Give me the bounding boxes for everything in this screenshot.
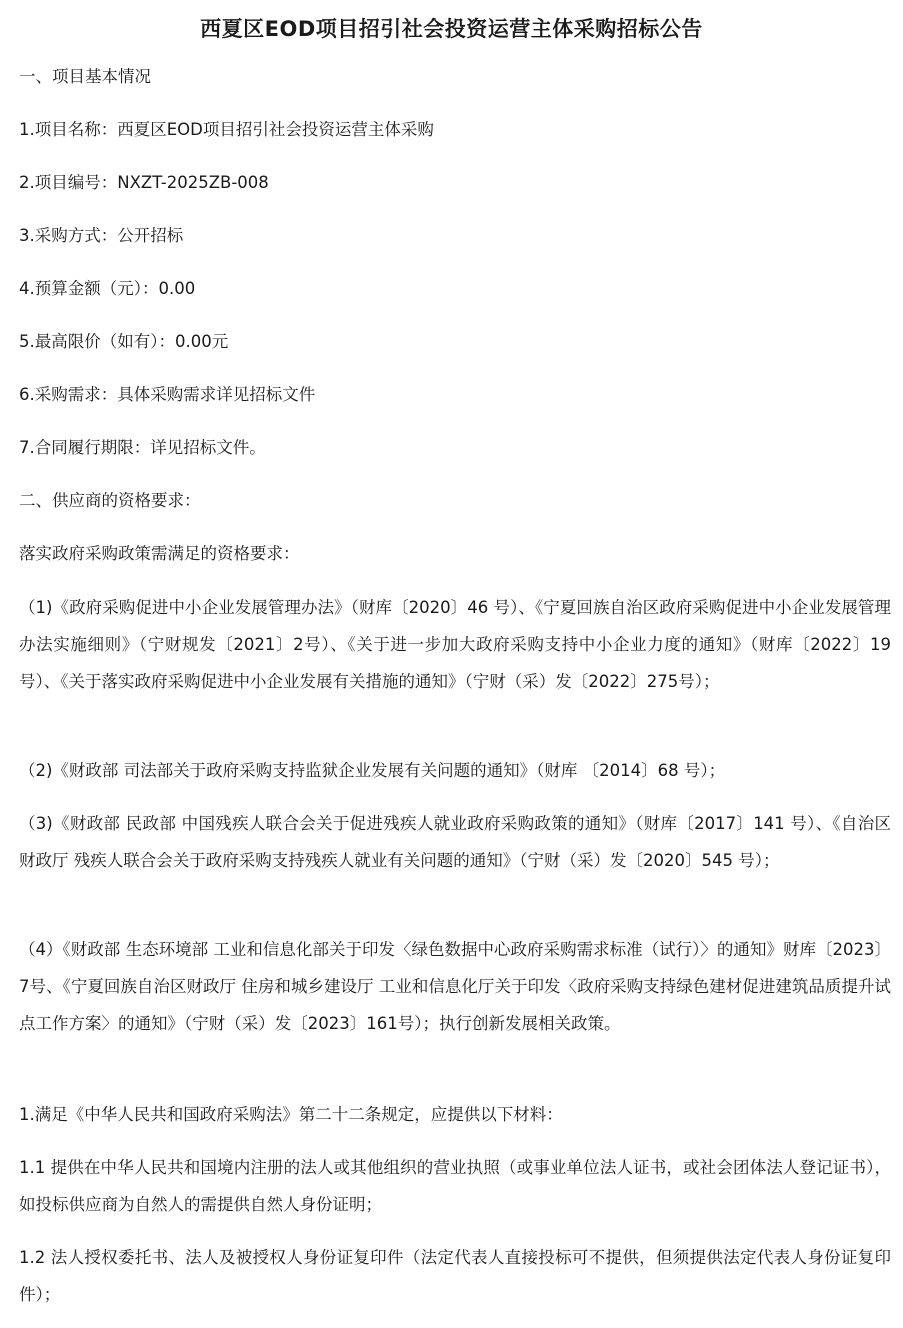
page-title: 西夏区EOD项目招引社会投资运营主体采购招标公告 xyxy=(200,17,703,41)
item-project-name: 1.项目名称：西夏区EOD项目招引社会投资运营主体采购 xyxy=(19,120,434,139)
section-heading-qualifications: 二、供应商的资格要求： xyxy=(19,491,201,510)
item-contract-period: 7.合同履行期限：详见招标文件。 xyxy=(19,438,266,457)
section-heading-basic-info: 一、项目基本情况 xyxy=(19,67,151,86)
policy-item-2: （2)《财政部 司法部关于政府采购支持监狱企业发展有关问题的通知》（财库 〔2014〕68 号）； xyxy=(19,761,726,780)
policy-item-3: （3)《财政部 民政部 中国残疾人联合会关于促进残疾人就业政府采购政策的通知》（财库〔2017〕141 号）、《自治区财政厅 残疾人联合会关于政府采购支持残疾人就业有关问题的通知》（宁财（采）发〔2020〕545 号）； xyxy=(19,814,891,870)
item-project-number: 2.项目编号：NXZT-2025ZB-008 xyxy=(19,173,269,192)
item-procurement-method: 3.采购方式：公开招标 xyxy=(19,226,184,245)
policy-item-1: （1)《政府采购促进中小企业发展管理办法》（财库〔2020〕46 号）、《宁夏回族自治区政府采购促进中小企业发展管理办法实施细则》（宁财规发〔2021〕2号）、《关于进一步加大政府采购支持中小企业力度的通知》（财库〔2022〕19号）、《关于落实政府采购促进中小企业发展有关措施的通知》（宁财（采）发〔2022〕275号）； xyxy=(19,598,891,691)
policy-intro: 落实政府采购政策需满足的资格要求： xyxy=(19,544,300,563)
law-requirement: 1.满足《中华人民共和国政府采购法》第二十二条规定，应提供以下材料： xyxy=(19,1105,563,1124)
policy-item-4: （4）《财政部 生态环境部 工业和信息化部关于印发〈绿色数据中心政府采购需求标准（试行）〉的通知》财库〔2023〕7号、《宁夏回族自治区财政厅 住房和城乡建设厅 工业和信息化厅关于印发〈政府采购支持绿色建材促进建筑品质提升试点工作方案〉的通知》（宁财（采）发〔2023〕161号）；执行创新发展相关政策。 xyxy=(19,940,891,1033)
requirement-1-1: 1.1 提供在中华人民共和国境内注册的法人或其他组织的营业执照（或事业单位法人证书，或社会团体法人登记证书），如投标供应商为自然人的需提供自然人身份证明； xyxy=(19,1158,891,1214)
item-procurement-needs: 6.采购需求：具体采购需求详见招标文件 xyxy=(19,385,316,404)
item-budget-amount: 4.预算金额（元）：0.00 xyxy=(19,279,196,298)
item-max-price: 5.最高限价（如有）：0.00元 xyxy=(19,332,229,351)
requirement-1-2: 1.2 法人授权委托书、法人及被授权人身份证复印件（法定代表人直接投标可不提供，但须提供法定代表人身份证复印件）； xyxy=(19,1248,891,1304)
